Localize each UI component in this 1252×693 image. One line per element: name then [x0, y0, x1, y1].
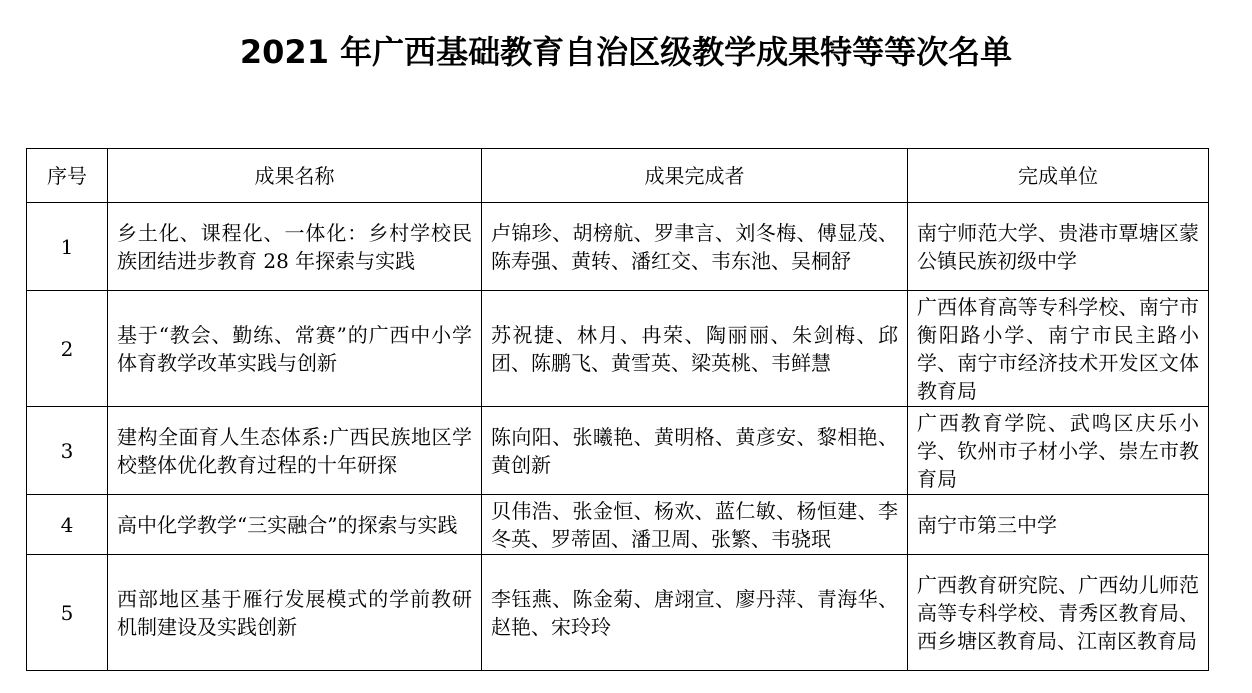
cell-authors: 陈向阳、张曦艳、黄明格、黄彦安、黎相艳、黄创新: [482, 407, 908, 495]
table-row: [27, 555, 1209, 671]
table-header-row: [27, 149, 1209, 203]
cell-units: 广西教育研究院、广西幼儿师范高等专科学校、青秀区教育局、西乡塘区教育局、江南区教育局: [908, 555, 1209, 671]
table-row: [27, 203, 1209, 291]
header-seq: 序号: [27, 149, 108, 203]
cell-seq: 3: [27, 407, 108, 495]
cell-result-name: 高中化学教学“三实融合”的探索与实践: [108, 495, 482, 555]
header-result-name: 成果名称: [108, 149, 482, 203]
cell-result-name: 建构全面育人生态体系:广西民族地区学校整体优化教育过程的十年研探: [108, 407, 482, 495]
cell-authors: 苏祝捷、林月、冉荣、陶丽丽、朱剑梅、邱团、陈鹏飞、黄雪英、梁英桃、韦鲜慧: [482, 291, 908, 407]
cell-authors: 李钰燕、陈金菊、唐翊宣、廖丹萍、青海华、赵艳、宋玲玲: [482, 555, 908, 671]
header-authors: 成果完成者: [482, 149, 908, 203]
cell-units: 广西体育高等专科学校、南宁市衡阳路小学、南宁市民主路小学、南宁市经济技术开发区文体教育局: [908, 291, 1209, 407]
cell-units: 南宁师范大学、贵港市覃塘区蒙公镇民族初级中学: [908, 203, 1209, 291]
cell-units: 南宁市第三中学: [908, 495, 1209, 555]
results-table: [26, 148, 1209, 671]
table-row: [27, 407, 1209, 495]
cell-seq: 5: [27, 555, 108, 671]
cell-result-name: 西部地区基于雁行发展模式的学前教研机制建设及实践创新: [108, 555, 482, 671]
cell-seq: 1: [27, 203, 108, 291]
header-units: 完成单位: [908, 149, 1209, 203]
document-title: 2021 年广西基础教育自治区级教学成果特等等次名单: [239, 33, 1013, 71]
cell-result-name: 乡土化、课程化、一体化：乡村学校民族团结进步教育 28 年探索与实践: [108, 203, 482, 291]
cell-seq: 4: [27, 495, 108, 555]
cell-seq: 2: [27, 291, 108, 407]
cell-units: 广西教育学院、武鸣区庆乐小学、钦州市子材小学、崇左市教育局: [908, 407, 1209, 495]
cell-authors: 贝伟浩、张金恒、杨欢、蓝仁敏、杨恒建、李冬英、罗蒂固、潘卫周、张繁、韦骁珉: [482, 495, 908, 555]
table-row: [27, 495, 1209, 555]
cell-result-name: 基于“教会、勤练、常赛”的广西中小学体育教学改革实践与创新: [108, 291, 482, 407]
cell-authors: 卢锦珍、胡榜航、罗聿言、刘冬梅、傅显茂、陈寿强、黄转、潘红交、韦东池、吴桐舒: [482, 203, 908, 291]
table-row: [27, 291, 1209, 407]
